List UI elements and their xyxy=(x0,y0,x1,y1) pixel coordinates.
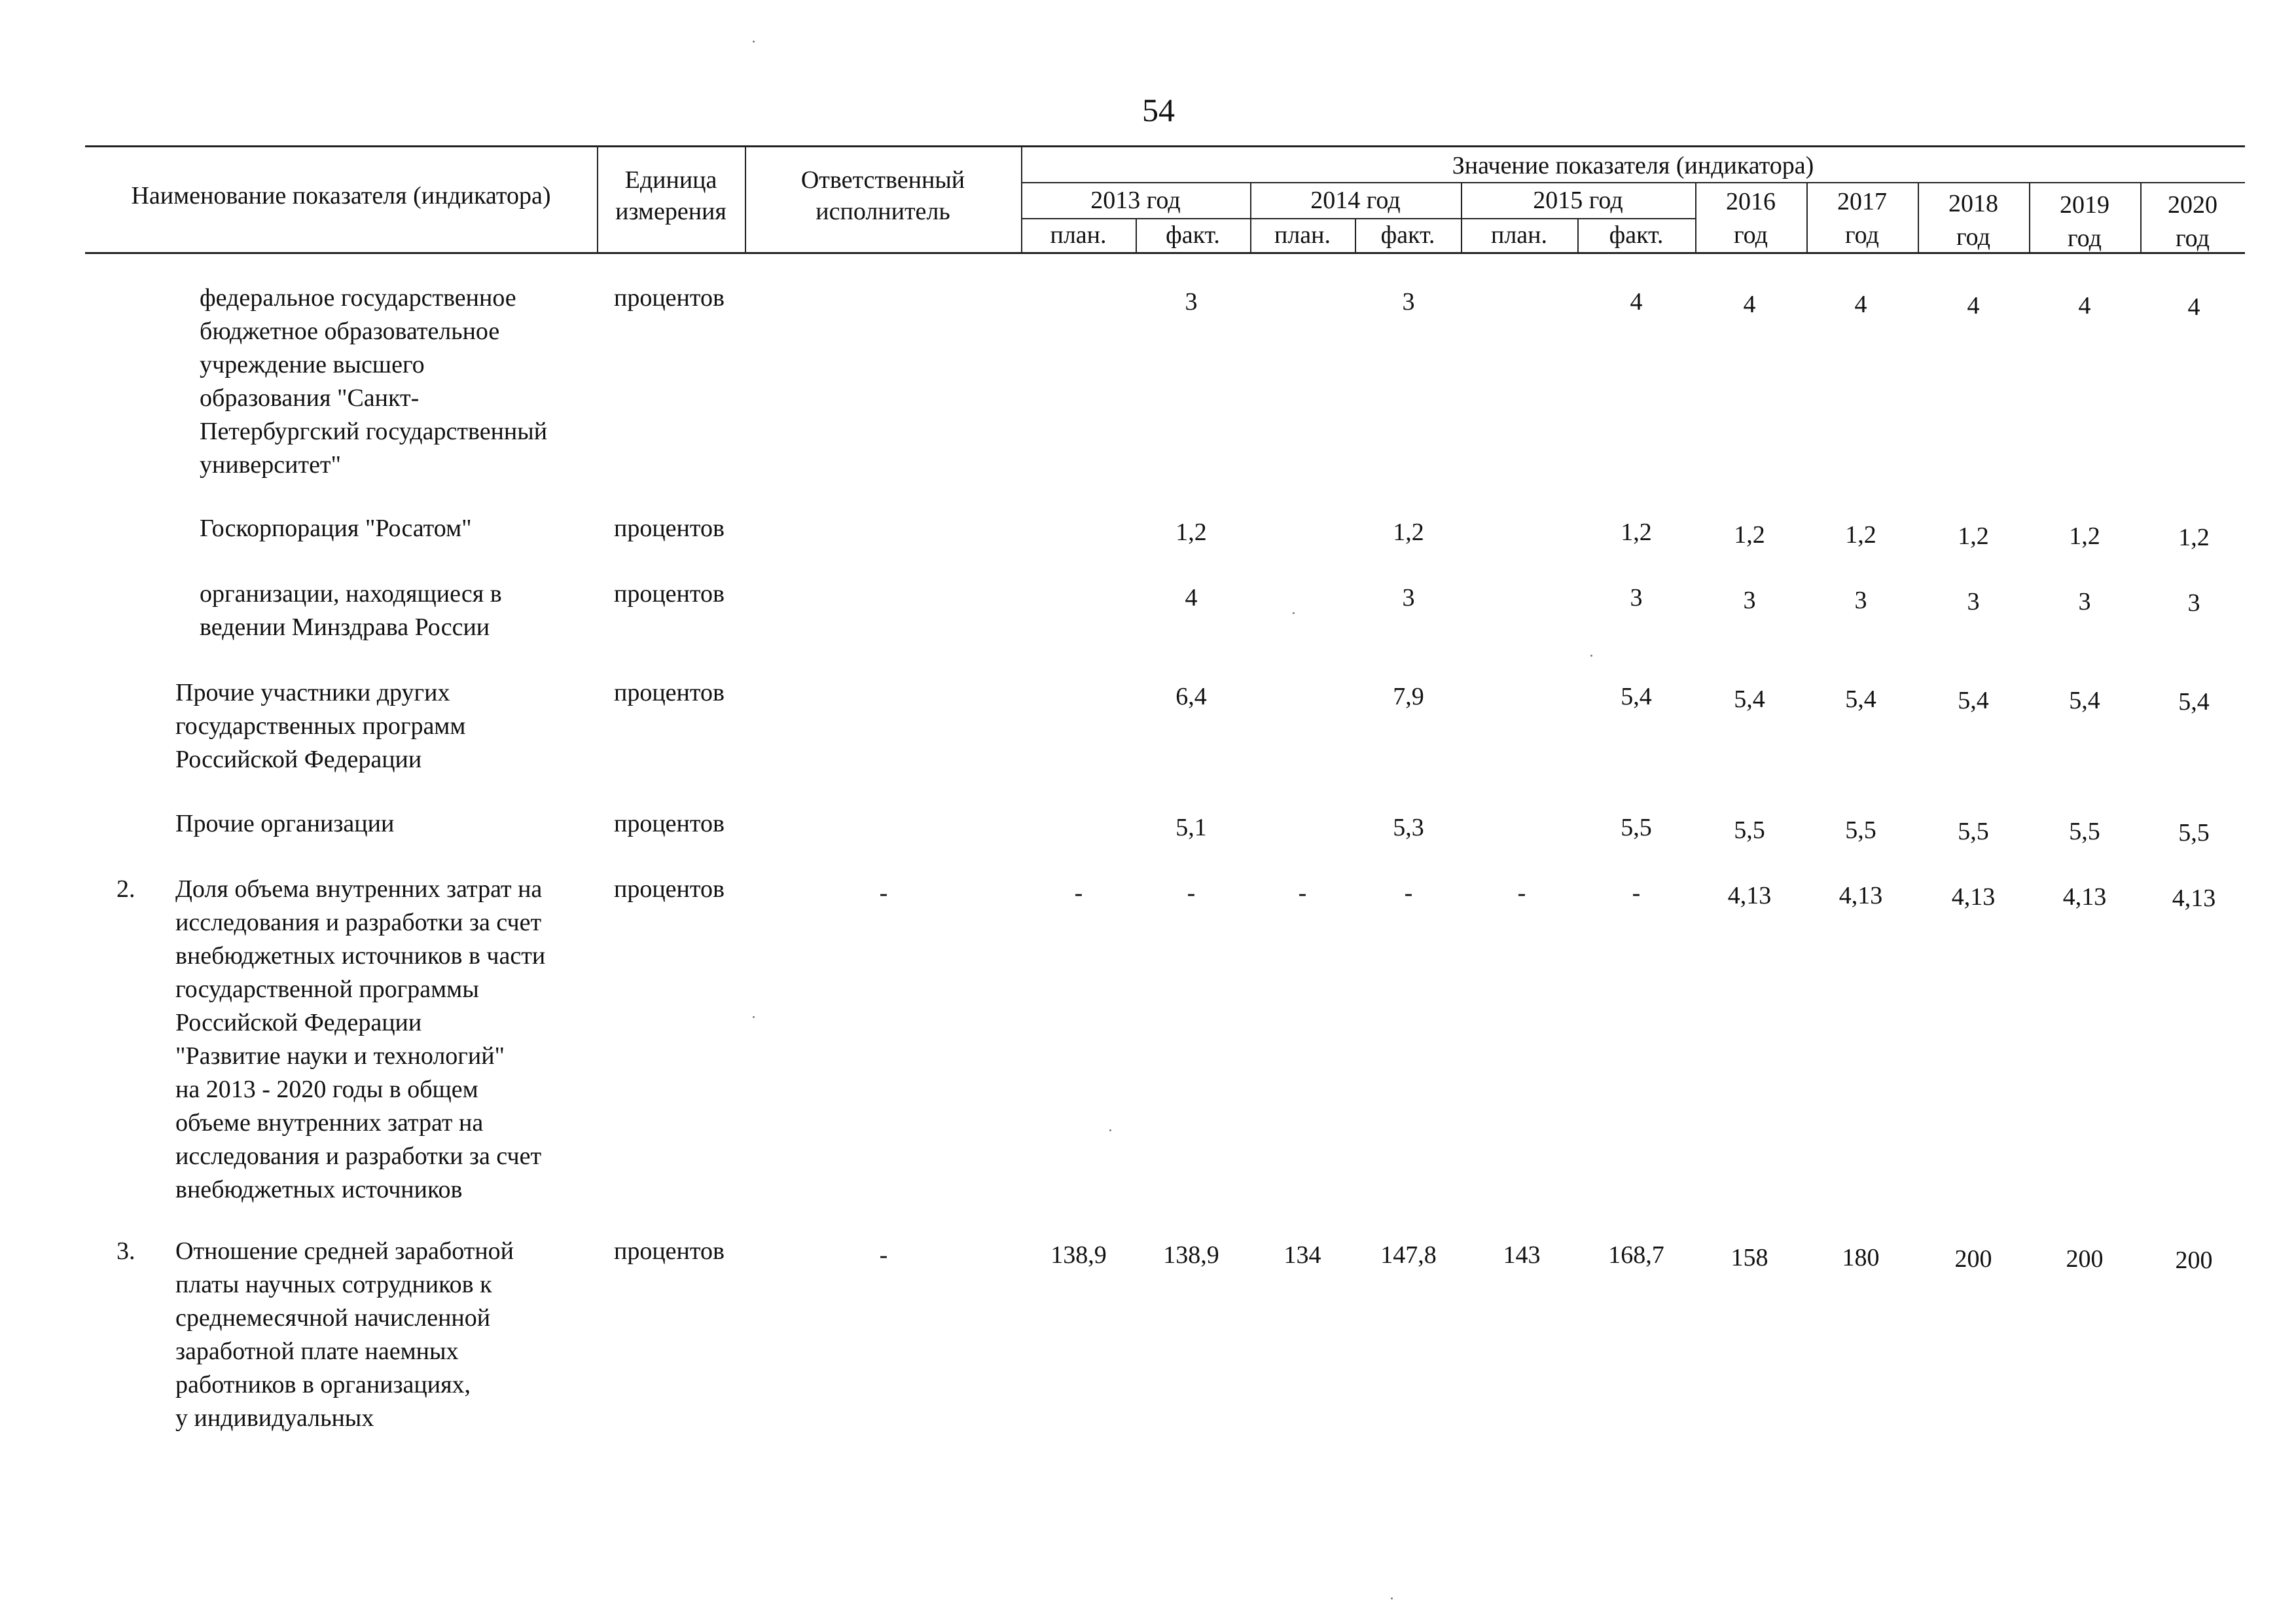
row-4-val-8: 5,5 xyxy=(1958,818,1989,845)
row-5-name-line-5: "Развитие науки и технологий" xyxy=(175,1042,505,1070)
header-god-2016: год xyxy=(1734,221,1768,249)
row-0-val-5: 4 xyxy=(1630,288,1643,316)
row-0-name-line-0: федеральное государственное xyxy=(200,284,516,312)
row-3-val-7: 5,4 xyxy=(1845,685,1876,713)
row-2-val-5: 3 xyxy=(1630,584,1643,611)
row-5-name-line-8: исследования и разработки за счет xyxy=(175,1142,542,1170)
row-6-val-5: 168,7 xyxy=(1608,1241,1664,1269)
row-5-val-6: 4,13 xyxy=(1727,882,1772,909)
row-6-val-6: 158 xyxy=(1731,1244,1768,1271)
row-6-name-line-4: работников в организациях, xyxy=(175,1371,471,1398)
row-1-val-1: 1,2 xyxy=(1175,519,1207,546)
row-3-unit: процентов xyxy=(614,679,725,706)
scan-speck xyxy=(1391,1597,1393,1599)
header-name: Наименование показателя (индикатора) xyxy=(131,182,551,210)
row-4-val-5: 5,5 xyxy=(1621,814,1652,841)
row-0-val-1: 3 xyxy=(1185,288,1198,316)
header-god-2018: год xyxy=(1956,223,1990,251)
header-planfact-rule xyxy=(1021,218,1695,219)
row-6-name-line-5: у индивидуальных xyxy=(175,1404,374,1432)
row-4-name-line-0: Прочие организации xyxy=(175,810,395,837)
row-4-unit: процентов xyxy=(614,810,725,837)
row-6-unit: процентов xyxy=(614,1237,725,1265)
row-6-val-4: 143 xyxy=(1503,1241,1541,1269)
row-6-val-10: 200 xyxy=(2175,1247,2213,1274)
row-3-name-line-1: государственных программ xyxy=(175,712,466,740)
header-god-2019: год xyxy=(2068,225,2102,252)
row-6-executor: - xyxy=(879,1241,888,1269)
row-0-val-8: 4 xyxy=(1967,292,1980,319)
row-2-unit: процентов xyxy=(614,580,725,608)
row-0-name-line-2: учреждение высшего xyxy=(200,351,425,378)
header-unit-line1: Единица xyxy=(624,166,717,194)
row-0-val-7: 4 xyxy=(1854,291,1867,318)
row-5-name-line-0: Доля объема внутренних затрат на xyxy=(175,875,543,903)
header-executor-line2: исполнитель xyxy=(816,198,950,225)
row-5-val-3: - xyxy=(1404,879,1413,907)
row-2-name-line-1: ведении Минздрава России xyxy=(200,613,490,641)
scan-speck xyxy=(1590,655,1592,657)
row-6-val-9: 200 xyxy=(2066,1245,2104,1273)
row-3-val-6: 5,4 xyxy=(1734,685,1765,713)
row-2-val-6: 3 xyxy=(1743,587,1756,614)
row-1-val-8: 1,2 xyxy=(1958,522,1989,550)
header-plan-2015: план. xyxy=(1490,221,1547,249)
header-value: Значение показателя (индикатора) xyxy=(1452,152,1814,179)
row-2-val-7: 3 xyxy=(1854,587,1867,614)
row-4-val-6: 5,5 xyxy=(1734,816,1765,844)
row-0-val-6: 4 xyxy=(1743,291,1756,318)
row-0-name-line-1: бюджетное образовательное xyxy=(200,318,500,345)
row-5-val-1: - xyxy=(1187,879,1196,907)
header-year-2015: 2015 год xyxy=(1533,187,1623,214)
header-years-rule xyxy=(1021,182,2245,183)
row-5-name-line-9: внебюджетных источников xyxy=(175,1176,463,1203)
row-1-val-6: 1,2 xyxy=(1734,521,1765,549)
row-5-val-9: 4,13 xyxy=(2062,883,2107,911)
header-year-2016: 2016 xyxy=(1726,188,1776,215)
row-0-val-10: 4 xyxy=(2187,293,2200,321)
row-6-val-2: 134 xyxy=(1283,1241,1321,1269)
page-number: 54 xyxy=(1142,92,1175,128)
row-3-val-3: 7,9 xyxy=(1393,683,1424,710)
row-6-val-7: 180 xyxy=(1842,1244,1880,1271)
row-6-name-line-2: среднемесячной начисленной xyxy=(175,1304,491,1332)
row-0-val-9: 4 xyxy=(2078,292,2091,319)
header-bottom-rule xyxy=(85,252,2245,254)
row-3-val-9: 5,4 xyxy=(2069,687,2100,714)
row-3-val-8: 5,4 xyxy=(1958,687,1989,714)
row-0-name-line-3: образования "Санкт- xyxy=(200,384,420,412)
scan-speck xyxy=(753,1016,755,1018)
row-3-val-10: 5,4 xyxy=(2178,688,2210,716)
row-5-val-0: - xyxy=(1074,879,1083,907)
row-6-val-1: 138,9 xyxy=(1163,1241,1219,1269)
row-5-val-8: 4,13 xyxy=(1951,883,1996,911)
row-6-name-line-3: заработной плате наемных xyxy=(175,1338,459,1365)
header-fact-2015: факт. xyxy=(1609,221,1664,249)
scan-speck xyxy=(1293,612,1295,614)
row-4-val-1: 5,1 xyxy=(1175,814,1207,841)
row-6-val-8: 200 xyxy=(1954,1245,1992,1273)
row-0-unit: процентов xyxy=(614,284,725,312)
header-plan-2013: план. xyxy=(1050,221,1107,249)
row-0-name-line-4: Петербургский государственный xyxy=(200,418,548,445)
header-year-2020: 2020 xyxy=(2168,191,2217,219)
row-5-name-line-7: объеме внутренних затрат на xyxy=(175,1109,484,1137)
row-5-name-line-6: на 2013 - 2020 годы в общем xyxy=(175,1076,478,1103)
row-3-name-line-2: Российской Федерации xyxy=(175,746,422,773)
row-5-val-4: - xyxy=(1517,879,1526,907)
header-unit-line2: измерения xyxy=(615,198,726,225)
row-1-val-10: 1,2 xyxy=(2178,524,2210,551)
row-6-number: 3. xyxy=(117,1237,135,1265)
header-executor-line1: Ответственный xyxy=(800,166,965,194)
row-1-val-3: 1,2 xyxy=(1393,519,1424,546)
header-plan-2014: план. xyxy=(1274,221,1331,249)
row-4-val-9: 5,5 xyxy=(2069,818,2100,845)
header-year-2013: 2013 год xyxy=(1090,187,1181,214)
row-1-val-5: 1,2 xyxy=(1621,519,1652,546)
row-2-val-3: 3 xyxy=(1402,584,1415,611)
row-2-val-10: 3 xyxy=(2187,589,2200,617)
row-4-val-7: 5,5 xyxy=(1845,816,1876,844)
row-5-number: 2. xyxy=(117,875,135,903)
row-6-name-line-1: платы научных сотрудников к xyxy=(175,1271,492,1298)
row-3-val-1: 6,4 xyxy=(1175,683,1207,710)
row-3-val-5: 5,4 xyxy=(1621,683,1652,710)
row-0-name-line-5: университет" xyxy=(200,451,342,479)
row-5-executor: - xyxy=(879,879,888,907)
row-5-unit: процентов xyxy=(614,875,725,903)
row-5-name-line-3: государственной программы xyxy=(175,976,479,1003)
row-5-name-line-1: исследования и разработки за счет xyxy=(175,909,542,936)
row-3-name-line-0: Прочие участники других xyxy=(175,679,450,706)
row-2-val-9: 3 xyxy=(2078,588,2091,615)
scan-speck xyxy=(1109,1129,1111,1131)
header-year-2018: 2018 xyxy=(1948,190,1998,217)
row-6-name-line-0: Отношение средней заработной xyxy=(175,1237,514,1265)
row-6-val-3: 147,8 xyxy=(1380,1241,1437,1269)
header-god-2017: год xyxy=(1845,221,1879,249)
header-top-rule xyxy=(85,145,2245,147)
row-1-val-9: 1,2 xyxy=(2069,522,2100,550)
header-fact-2014: факт. xyxy=(1380,221,1435,249)
header-year-2017: 2017 xyxy=(1837,188,1887,215)
row-5-val-5: - xyxy=(1632,879,1641,907)
header-year-2019: 2019 xyxy=(2060,191,2109,219)
row-6-val-0: 138,9 xyxy=(1050,1241,1107,1269)
row-2-val-1: 4 xyxy=(1185,584,1198,611)
row-5-val-2: - xyxy=(1298,879,1307,907)
scan-speck xyxy=(753,41,755,43)
row-1-name-line-0: Госкорпорация "Росатом" xyxy=(200,515,472,542)
row-5-val-10: 4,13 xyxy=(2172,884,2216,912)
header-god-2020: год xyxy=(2176,225,2210,252)
header-year-2014: 2014 год xyxy=(1310,187,1401,214)
row-5-name-line-4: Российской Федерации xyxy=(175,1009,422,1036)
row-4-val-3: 5,3 xyxy=(1393,814,1424,841)
row-5-name-line-2: внебюджетных источников в части xyxy=(175,942,546,970)
row-2-val-8: 3 xyxy=(1967,588,1980,615)
row-2-name-line-0: организации, находящиеся в xyxy=(200,580,502,608)
row-1-val-7: 1,2 xyxy=(1845,521,1876,549)
row-0-val-3: 3 xyxy=(1402,288,1415,316)
header-fact-2013: факт. xyxy=(1166,221,1220,249)
row-1-unit: процентов xyxy=(614,515,725,542)
row-4-val-10: 5,5 xyxy=(2178,819,2210,847)
row-5-val-7: 4,13 xyxy=(1839,882,1883,909)
